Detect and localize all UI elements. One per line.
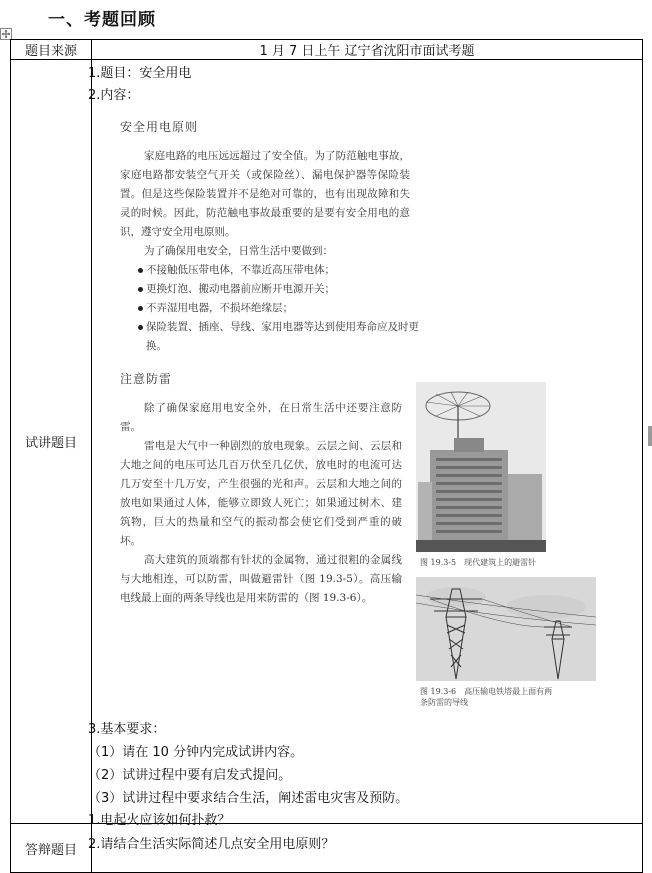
source-value: 1 月 7 日上午 辽宁省沈阳市面试考题 — [92, 40, 643, 60]
source-label: 题目来源 — [11, 40, 92, 60]
lightning-paragraph-2: 雷电是大气中一种剧烈的放电现象。云层之间、云层和大地之间的电压可达几百万伏至几亿伏，放电时的电流可达几万安至十几万安，产生很强的光和声。云层和大地之间的放电如果通过人体，能够立即致人死亡；如果通过树木、建筑物，巨大的热量和空气的振动都会使它们受到严重的破坏。 — [120, 440, 402, 547]
requirement-1: （1）请在 10 分钟内完成试讲内容。 — [88, 745, 304, 760]
section-title-safety: 安全用电原则 — [120, 120, 199, 134]
safety-bullet: 保险装置、插座、导线、家用电器等达到使用寿命应及时更换。 — [120, 318, 420, 356]
lecture-label: 试讲题目 — [11, 60, 92, 824]
safety-bullet: 不弄湿用电器，不损坏绝缘层； — [120, 299, 420, 318]
lightning-paragraph-1: 除了确保家庭用电安全外，在日常生活中还要注意防雷。 — [120, 402, 402, 433]
lecture-title-line: 1.题目：安全用电 — [88, 66, 192, 81]
lightning-paragraph-3: 高大建筑的顶端都有针状的金属物，通过很粗的金属线与大地相连，可以防雷，叫做避雷针（图 19.3-5）。高压输电线最上面的两条导线也是用来防雷的（图 19.3-6）。 — [120, 554, 402, 604]
requirement-3: （3）试讲过程中要求结合生活，阐述雷电灾害及预防。 — [88, 791, 409, 806]
source-row — [11, 40, 643, 60]
qa-question-2: 2.请结合生活实际简述几点安全用电原则？ — [88, 837, 335, 852]
qa-label: 答辩题目 — [11, 824, 92, 873]
qa-question-1: 1.电起火应该如何扑救？ — [88, 813, 231, 828]
transmission-tower-image — [416, 577, 596, 681]
figure-2-caption: 图 19.3-6 高压输电铁塔最上面有两条防雷的导线 — [420, 687, 553, 707]
safety-paragraph-2: 为了确保用电安全，日常生活中要做到： — [144, 245, 333, 257]
safety-bullet: 更换灯泡、搬动电器前应断开电源开关； — [120, 280, 420, 299]
section-title-lightning: 注意防雷 — [120, 372, 173, 386]
textbook-scan — [120, 118, 420, 608]
lecture-content-line: 2.内容： — [88, 88, 140, 103]
section-heading: 一、考题回顾 — [48, 10, 156, 30]
safety-paragraph-1: 家庭电路的电压远远超过了安全值。为了防范触电事故，家庭电路都安装空气开关（或保险丝）、漏电保护器等保险装置。但是这些保险装置并不是绝对可靠的，也有出现故障和失灵的时候。因此，防范触电事故最重要的是要有安全用电的意识，遵守安全用电原则。 — [120, 150, 410, 238]
safety-bullet: 不接触低压带电体，不靠近高压带电体； — [120, 261, 420, 280]
scrollbar-thumb[interactable] — [648, 426, 652, 446]
lightning-rod-building-image — [416, 382, 546, 552]
requirements-title: 3.基本要求： — [88, 722, 166, 737]
figure-1-caption: 图 19.3-5 现代建筑上的避雷针 — [420, 558, 537, 567]
requirement-2: （2）试讲过程中要有启发式提问。 — [88, 768, 292, 783]
